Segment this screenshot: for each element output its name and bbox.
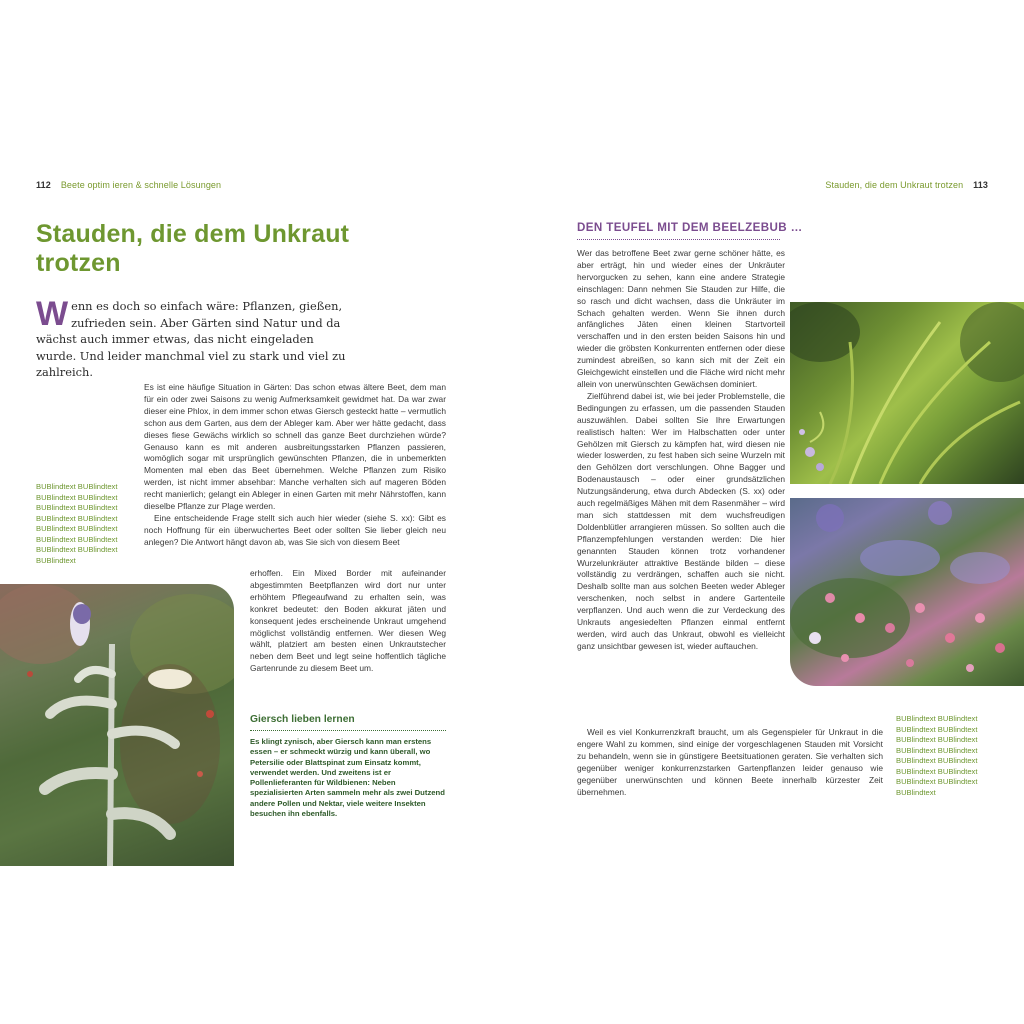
page-number-right: 113 [973, 180, 988, 190]
left-column-text [144, 382, 446, 549]
photo-flower-bed [790, 498, 1024, 686]
body-paragraph: Zielführend dabei ist, wie bei jeder Problemstelle, die Bedingungen zu erfassen, um die passenden Stauden auszuwählen. Dabei sollten Sie Ihre Erwartungen realistisch halten: Wer im Halbschatten oder unter Gehölzen mit Giersch zu kämpfen hat, wird diesen nie wieder loswerden, zu fest haben sich seine Wurzeln mit den Gehölzen dort verschlungen. Ohne Bagger und Bodenaustausch – oder einer grundsätzlichen Nutzungsänderung, etwa durch Abdecken (S. xx) oder auch regelmäßiges Mähen mit dem Rasenmäher – wird man sich stattdessen mit dem wuchsfreudigen Doldenblütler arrangieren müssen. So sollten auch die Pflanzempfehlungen verstanden werden: Die hier genannten Stauden können trotz vorhandener Wurzelunkräuter attraktive Bestände bilden – diese vollständig zu verdrängen, schaffen auch sie nicht. Deshalb sollte man aus solchen Beeten weder Ableger verschenken, noch selbst in andere Gartenteile verpflanzen. Und auch wenn die zur Verdeckung des Unkrauts angesiedelten Pflanzen einmal entfernt werden, wird auch das Unkraut, obwohl es vielleicht ganz unsichtbar gewesen ist, wieder auftauchen. [577, 390, 785, 651]
body-paragraph: Es ist eine häufige Situation in Gärten: Das schon etwas ältere Beet, dem man für ein oder zwei Saisons zu wenig Aufmerksamkeit gewidmet hat. Da war zwar dieser eine Phlox, in dem immer schon etwas Giersch gesteckt hatte – vermutlich schon aus dem Garten, aus dem der Ableger kam. Aber wer hätte gedacht, dass dieses fiese Gewächs wirklich so schnell das ganze Beet durchziehen würde? Genauso kann es mit anderen ausbreitungsstarken Pflanzen passieren, womöglich sogar mit ursprünglich gewünschten Pflanzen, die in unbemerkten Momenten mal eben das Beet übernehmen. Welche Pflanzen zum Risiko werden, ist nicht immer absehbar: Manche verhalten sich auf mageren Böden recht manierlich; gelangt ein Ableger in einen Garten mit mehr Nährstoffen, kann dieselbe Pflanze zur Plage werden. [144, 382, 446, 512]
right-column-text [577, 248, 785, 653]
margin-caption-right: BUBlindtext BUBlindtext BUBlindtext BUBlindtext BUBlindtext BUBlindtext BUBlindtext BUBlindtext BUBlindtext BUBlindtext BUBlindtext BUBlindtext BUBlindtext BUBlindtext BUBlindtext [896, 714, 978, 797]
section-name-right: Stauden, die dem Unkraut trotzen [825, 180, 964, 190]
drop-cap: W [36, 295, 69, 333]
margin-caption-left: BUBlindtext BUBlindtext BUBlindtext BUBlindtext BUBlindtext BUBlindtext BUBlindtext BUBlindtext BUBlindtext BUBlindtext BUBlindtext BUBlindtext BUBlindtext BUBlindtext BUBlindtext [36, 482, 118, 565]
page-number-left: 112 [36, 180, 51, 190]
photo-lambs-ear-illustration [0, 584, 234, 866]
right-column-text-continued [577, 727, 883, 798]
intro-text: enn es doch so einfach wäre: Pflanzen, gießen, zufrieden sein. Aber Gärten sind Natur und da wächst auch immer etwas, das nicht eingeladen wurde. Und leider manchmal viel zu stark und viel zu zahlreich. [36, 299, 346, 379]
body-paragraph: Eine entscheidende Frage stellt sich auch hier wieder (siehe S. xx): Gibt es noch Hoffnung für ein überwuchertes Beet oder sollten Sie lieber gleich neu anlegen? Die Antwort hängt davon ab, was Sie sich von diesem Beet [144, 512, 446, 547]
section-heading-divider [577, 239, 780, 240]
info-box-text: Es klingt zynisch, aber Giersch kann man erstens essen – er schmeckt würzig und kann überall, wo Petersilie oder Blattspinat zum Einsatz kommt, verwendet werden. Und zweitens ist er Pollenlieferanten für Wildbienen: Neben spezialisierten Arten sammeln mehr als zwei Dutzend andere Pollen und Nektar, viele weitere Insekten besuchen ihn ebenfalls. [250, 737, 445, 819]
running-head-right [825, 180, 988, 190]
body-paragraph: Weil es viel Konkurrenzkraft braucht, um als Gegenspieler für Unkraut in die engere Wahl zu kommen, sind einige der vorgeschlagenen Stauden mit Vorsicht zu behandeln, wenn sie in günstigere Beetsituationen geraten. Sie verhalten sich gegenüber weniger konkurrenzstarken Gartenpflanzen leider genauso wie gegenüber unerwünschten und können Beete innerhalb kürzester Zeit übernehmen. [577, 727, 883, 797]
section-heading: DEN TEUFEL MIT DEM BEELZEBUB … [577, 221, 803, 234]
photo-fern-illustration [790, 302, 1024, 484]
intro-paragraph [36, 295, 356, 381]
photo-flower-bed-illustration [790, 498, 1024, 686]
photo-lambs-ear [0, 584, 234, 866]
page-title: Stauden, die dem Unkraut trotzen [36, 220, 350, 277]
body-paragraph: Wer das betroffene Beet zwar gerne schöner hätte, es aber erträgt, hin und wieder eines der Unkräuter hervorgucken zu sehen, kann eine andere Strategie einschlagen: Dann nehmen Sie Stauden zur Hilfe, die so rasch und dicht wachsen, dass die Unkräuter im Schach gehalten werden. Wenn Sie ihnen durch anfängliches Jäten einen kleinen Startvorteil verschaffen und in den ersten beiden Saisons hin und wieder die gröbsten Konkurrenten entfernen oder diese zumindest abreißen, so kann sich mit der Zeit ein Gleichgewicht einstellen und die Fläche wird nicht mehr allein von unerwünschten Gewächsen dominiert. [577, 248, 785, 389]
info-box-title: Giersch lieben lernen [250, 714, 355, 725]
section-name-left: Beete optim ieren & schnelle Lösungen [60, 180, 222, 190]
running-head-left [36, 180, 221, 190]
body-paragraph: erhoffen. Ein Mixed Border mit aufeinander abgestimmten Beetpflanzen wird dort nur unter erhöhtem Pflegeaufwand zu erhalten sein, was konkret bedeutet: den Boden akkurat jäten und konsequent jedes erscheinende Unkraut umgehend möglichst vollständig entfernen. Wer diesen Weg wählt, platziert am besten einen Unkrautstecher neben dem Beet und legt seine hoffentlich tägliche Gartenrunde zu diesem Beet um. [250, 568, 446, 674]
photo-fern [790, 302, 1024, 484]
info-box-divider [250, 730, 446, 731]
left-column-text-continued [250, 568, 446, 675]
